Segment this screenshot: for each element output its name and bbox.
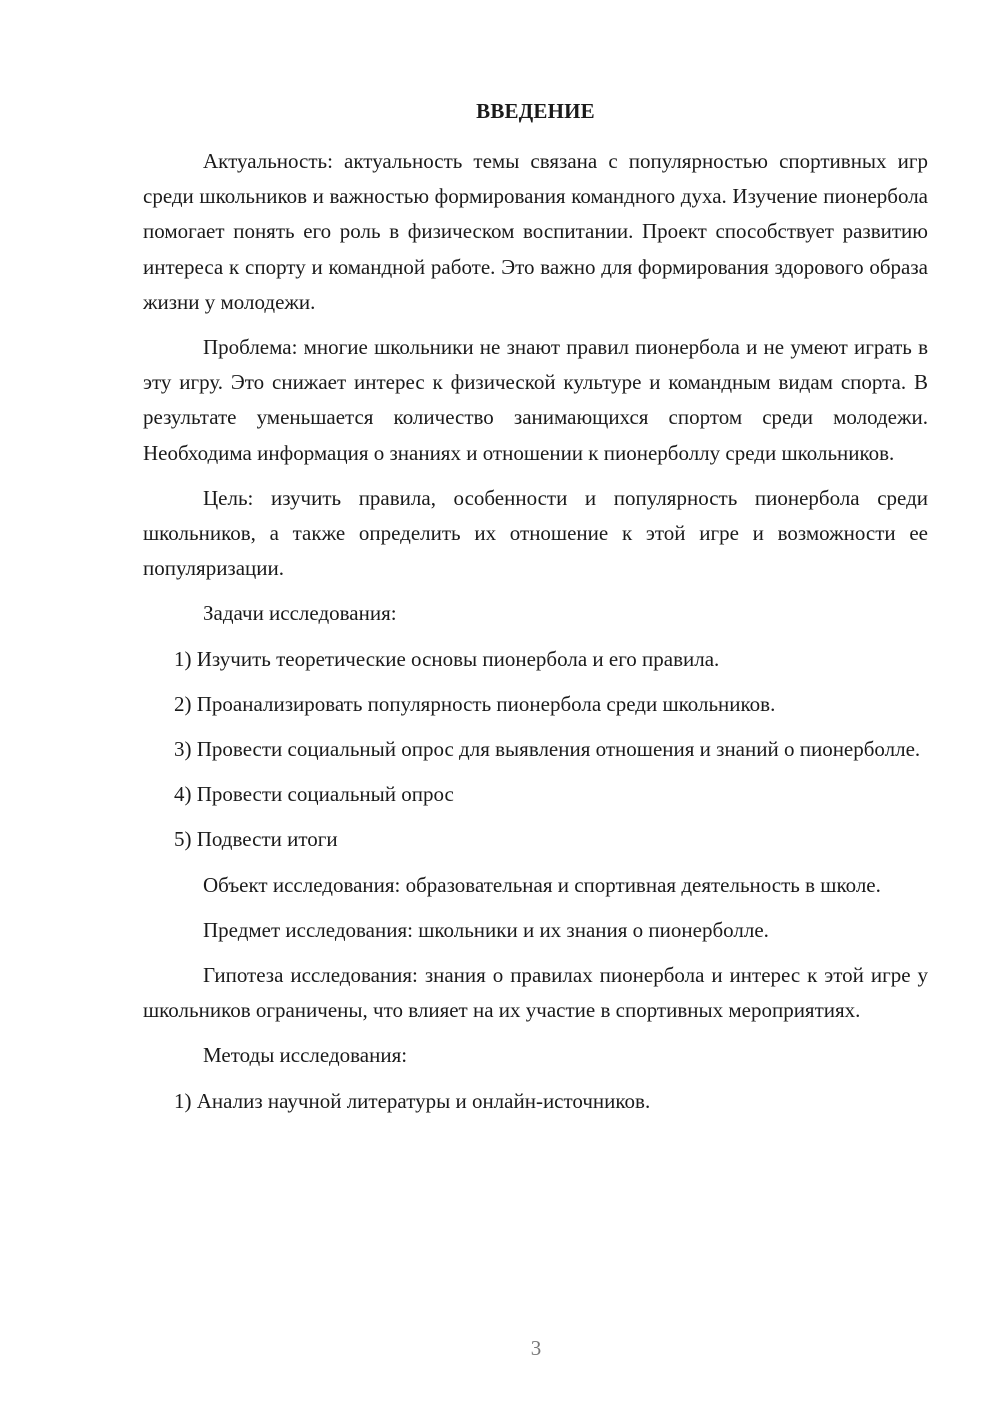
tasks-heading: Задачи исследования: [203, 601, 397, 626]
page-number: 3 [530, 1336, 542, 1360]
methods-heading: Методы исследования: [203, 1043, 408, 1068]
task-item: 2) Проанализировать популярность пионербола среди школьников. [174, 691, 776, 716]
task-item: 3) Провести социальный опрос для выявления отношения и знаний о пионерболле. [174, 737, 921, 762]
subject-paragraph: Предмет исследования: школьники и их знания о пионерболле. [203, 917, 769, 942]
document-page [143, 94, 928, 1129]
relevance-paragraph: Актуальность: актуальность темы связана с популярностью спортивных игр среди школьников и важностью формирования командного духа. Изучение пионербола помогает понять его роль в физическом воспитании. Проект способствует развитию интереса к спорту и командной работе. Это важно для формирования здорового образа жизни у молодежи. [143, 149, 928, 314]
task-item: 1) Изучить теоретические основы пионербола и его правила. [174, 646, 720, 671]
task-item: 4) Провести социальный опрос [174, 782, 454, 807]
goal-paragraph: Цель: изучить правила, особенности и популярность пионербола среди школьников, а также определить их отношение к этой игре и возможности ее популяризации. [143, 485, 928, 581]
object-paragraph: Объект исследования: образовательная и спортивная деятельность в школе. [203, 872, 881, 897]
hypothesis-paragraph: Гипотеза исследования: знания о правилах пионербола и интерес к этой игре у школьников ограничены, что влияет на их участие в спортивных мероприятиях. [143, 963, 928, 1023]
method-item: 1) Анализ научной литературы и онлайн-источников. [174, 1088, 651, 1113]
problem-paragraph: Проблема: многие школьники не знают правил пионербола и не умеют играть в эту игру. Это снижает интерес к физической культуре и командным видам спорта. В результате уменьшается количество занимающихся спортом среди молодежи. Необходима информация о знаниях и отношении к пионерболлу среди школьников. [143, 335, 928, 465]
section-title: ВВЕДЕНИЕ [476, 99, 595, 123]
task-item: 5) Подвести итоги [174, 827, 338, 852]
